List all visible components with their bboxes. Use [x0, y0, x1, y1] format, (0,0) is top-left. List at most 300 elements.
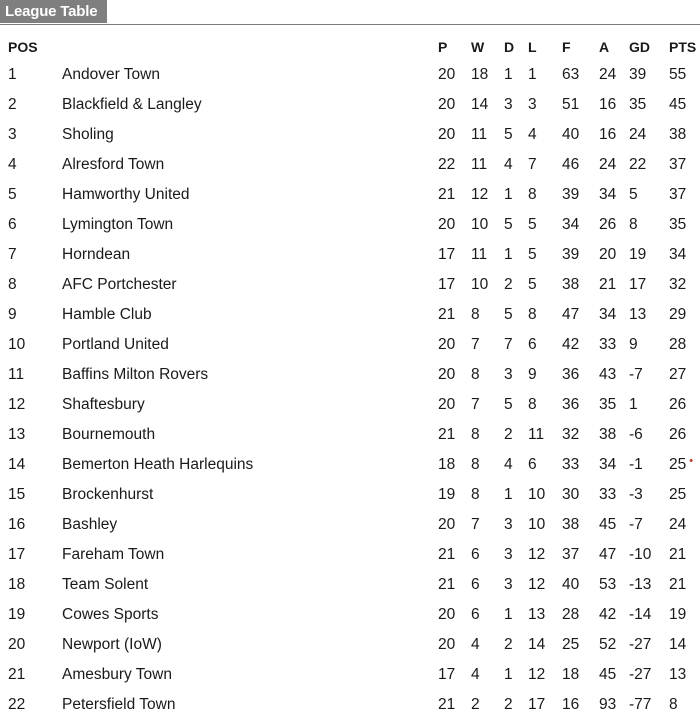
cell-pos-value: 9	[8, 306, 17, 323]
cell-drawn	[504, 570, 528, 600]
cell-for-value: 36	[562, 366, 580, 383]
cell-won	[471, 390, 504, 420]
table-row	[0, 510, 700, 540]
cell-lost-value: 3	[528, 96, 537, 113]
cell-won	[471, 510, 504, 540]
cell-played-value: 20	[438, 516, 456, 533]
cell-lost	[528, 120, 562, 150]
cell-played	[438, 660, 471, 690]
cell-pos	[0, 420, 62, 450]
cell-points	[669, 360, 700, 390]
table-row	[0, 360, 700, 390]
cell-for	[562, 180, 599, 210]
cell-team	[62, 300, 438, 330]
cell-pos	[0, 360, 62, 390]
cell-lost	[528, 270, 562, 300]
cell-played-value: 20	[438, 636, 456, 653]
cell-pos	[0, 300, 62, 330]
table-row	[0, 660, 700, 690]
cell-pos-value: 16	[8, 516, 26, 533]
cell-team	[62, 60, 438, 90]
cell-against	[599, 240, 629, 270]
cell-against-value: 26	[599, 216, 617, 233]
cell-goal-difference	[629, 630, 669, 660]
table-row	[0, 270, 700, 300]
cell-goal-difference	[629, 60, 669, 90]
cell-points-value: 21	[669, 576, 687, 593]
cell-for	[562, 600, 599, 630]
cell-against-value: 33	[599, 486, 617, 503]
cell-against	[599, 90, 629, 120]
cell-drawn	[504, 240, 528, 270]
cell-points-value: 35	[669, 216, 687, 233]
cell-against-value: 24	[599, 66, 617, 83]
table-row	[0, 240, 700, 270]
cell-won-value: 12	[471, 186, 489, 203]
cell-team	[62, 450, 438, 480]
cell-for-value: 63	[562, 66, 580, 83]
cell-pos	[0, 390, 62, 420]
cell-played-value: 20	[438, 126, 456, 143]
cell-team	[62, 600, 438, 630]
cell-team-value: Cowes Sports	[62, 606, 159, 623]
cell-against	[599, 150, 629, 180]
cell-points	[669, 450, 700, 480]
cell-team	[62, 510, 438, 540]
cell-goal-difference-value: 9	[629, 336, 638, 353]
cell-won	[471, 150, 504, 180]
cell-played-value: 21	[438, 546, 456, 563]
cell-drawn	[504, 510, 528, 540]
cell-pos	[0, 570, 62, 600]
cell-goal-difference-value: -10	[629, 546, 652, 563]
cell-lost-value: 13	[528, 606, 546, 623]
cell-goal-difference-value: 8	[629, 216, 638, 233]
cell-lost-value: 6	[528, 336, 537, 353]
cell-goal-difference-value: 13	[629, 306, 647, 323]
cell-team-value: Baffins Milton Rovers	[62, 366, 209, 383]
cell-played-value: 20	[438, 366, 456, 383]
cell-against-value: 20	[599, 246, 617, 263]
cell-against	[599, 420, 629, 450]
cell-points	[669, 300, 700, 330]
cell-played	[438, 90, 471, 120]
cell-drawn	[504, 180, 528, 210]
col-header-played: P	[438, 39, 448, 55]
cell-points	[669, 480, 700, 510]
cell-points	[669, 240, 700, 270]
cell-against-value: 34	[599, 456, 617, 473]
cell-lost-value: 10	[528, 516, 546, 533]
cell-for-value: 16	[562, 696, 580, 713]
cell-pos-value: 4	[8, 156, 17, 173]
cell-goal-difference-value: -6	[629, 426, 643, 443]
col-header-team	[62, 34, 438, 60]
cell-against-value: 21	[599, 276, 617, 293]
cell-pos	[0, 450, 62, 480]
cell-lost	[528, 150, 562, 180]
cell-drawn-value: 7	[504, 336, 513, 353]
cell-for	[562, 570, 599, 600]
cell-won	[471, 300, 504, 330]
cell-drawn	[504, 300, 528, 330]
cell-team-value: Bournemouth	[62, 426, 156, 443]
cell-against	[599, 390, 629, 420]
cell-pos	[0, 150, 62, 180]
cell-against	[599, 210, 629, 240]
cell-lost	[528, 420, 562, 450]
cell-team	[62, 360, 438, 390]
cell-played-value: 22	[438, 156, 456, 173]
col-header-against: A	[599, 39, 610, 55]
cell-goal-difference-value: 24	[629, 126, 647, 143]
cell-team	[62, 330, 438, 360]
cell-lost-value: 10	[528, 486, 546, 503]
cell-against-value: 45	[599, 516, 617, 533]
cell-points	[669, 150, 700, 180]
cell-points	[669, 540, 700, 570]
cell-against-value: 42	[599, 606, 617, 623]
cell-won-value: 6	[471, 546, 480, 563]
col-header-drawn: D	[504, 39, 515, 55]
cell-drawn	[504, 660, 528, 690]
cell-points-value: 8	[669, 696, 678, 713]
cell-team-value: Team Solent	[62, 576, 149, 593]
cell-team	[62, 390, 438, 420]
cell-for	[562, 300, 599, 330]
table-row	[0, 540, 700, 570]
cell-drawn-value: 1	[504, 186, 513, 203]
table-row	[0, 690, 700, 720]
cell-goal-difference-value: 22	[629, 156, 647, 173]
cell-team-value: Bashley	[62, 516, 118, 533]
cell-goal-difference-value: -7	[629, 366, 643, 383]
cell-for-value: 33	[562, 456, 580, 473]
cell-played	[438, 420, 471, 450]
table-row	[0, 480, 700, 510]
cell-against	[599, 630, 629, 660]
cell-for-value: 37	[562, 546, 580, 563]
cell-played-value: 21	[438, 696, 456, 713]
cell-drawn	[504, 120, 528, 150]
cell-for-value: 32	[562, 426, 580, 443]
cell-for	[562, 330, 599, 360]
cell-drawn	[504, 150, 528, 180]
cell-drawn-value: 2	[504, 636, 513, 653]
cell-played-value: 21	[438, 186, 456, 203]
cell-for	[562, 120, 599, 150]
col-header-lost: L	[528, 39, 537, 55]
cell-played-value: 19	[438, 486, 456, 503]
cell-pos-value: 6	[8, 216, 17, 233]
cell-played	[438, 600, 471, 630]
cell-team-value: Hamble Club	[62, 306, 152, 323]
cell-points	[669, 570, 700, 600]
cell-played	[438, 270, 471, 300]
cell-goal-difference-value: 19	[629, 246, 647, 263]
cell-goal-difference	[629, 120, 669, 150]
cell-pos-value: 5	[8, 186, 17, 203]
cell-pos	[0, 510, 62, 540]
cell-team-value: Shaftesbury	[62, 396, 145, 413]
cell-team-value: Sholing	[62, 126, 114, 143]
cell-drawn	[504, 450, 528, 480]
cell-for-value: 42	[562, 336, 580, 353]
cell-pos-value: 11	[8, 366, 25, 383]
col-header-pos: POS	[8, 39, 38, 55]
cell-goal-difference-value: -7	[629, 516, 643, 533]
cell-points-value: 14	[669, 636, 687, 653]
cell-goal-difference	[629, 570, 669, 600]
cell-pos	[0, 60, 62, 90]
cell-drawn-value: 1	[504, 246, 513, 263]
cell-pos-value: 10	[8, 336, 26, 353]
cell-points	[669, 60, 700, 90]
cell-goal-difference	[629, 450, 669, 480]
cell-played-value: 20	[438, 66, 456, 83]
cell-lost-value: 8	[528, 186, 537, 203]
col-header-points: PTS	[669, 39, 697, 55]
cell-team-value: Brockenhurst	[62, 486, 154, 503]
cell-lost	[528, 300, 562, 330]
cell-for-value: 18	[562, 666, 580, 683]
cell-lost-value: 4	[528, 126, 537, 143]
cell-points	[669, 90, 700, 120]
cell-team	[62, 480, 438, 510]
table-row	[0, 570, 700, 600]
cell-for	[562, 360, 599, 390]
cell-against-value: 35	[599, 396, 617, 413]
cell-lost	[528, 480, 562, 510]
cell-against-value: 53	[599, 576, 617, 593]
cell-team-value: Hamworthy United	[62, 186, 190, 203]
cell-pos-value: 22	[8, 696, 26, 713]
cell-team-value: Andover Town	[62, 66, 160, 83]
cell-for	[562, 60, 599, 90]
cell-points-value: 21	[669, 546, 687, 563]
cell-lost	[528, 570, 562, 600]
cell-lost	[528, 690, 562, 720]
cell-against	[599, 360, 629, 390]
cell-played-value: 20	[438, 396, 456, 413]
cell-against	[599, 300, 629, 330]
league-table-title: League Table	[0, 0, 107, 23]
cell-goal-difference-value: 1	[629, 396, 638, 413]
cell-lost	[528, 660, 562, 690]
cell-goal-difference-value: -13	[629, 576, 652, 593]
cell-team	[62, 120, 438, 150]
cell-lost-value: 5	[528, 246, 537, 263]
cell-points-value: 27	[669, 366, 687, 383]
cell-drawn	[504, 210, 528, 240]
cell-for-value: 25	[562, 636, 580, 653]
table-row	[0, 630, 700, 660]
league-table-header	[0, 0, 700, 25]
cell-won-value: 11	[471, 126, 488, 143]
cell-against-value: 52	[599, 636, 617, 653]
cell-played-value: 17	[438, 276, 456, 293]
cell-pos-value: 12	[8, 396, 26, 413]
cell-team	[62, 150, 438, 180]
cell-drawn-value: 1	[504, 486, 513, 503]
cell-won	[471, 600, 504, 630]
cell-for-value: 51	[562, 96, 580, 113]
cell-team-value: Portland United	[62, 336, 169, 353]
cell-for-value: 38	[562, 516, 580, 533]
cell-lost	[528, 360, 562, 390]
cell-drawn	[504, 540, 528, 570]
cell-points	[669, 630, 700, 660]
cell-played	[438, 480, 471, 510]
cell-won-value: 14	[471, 96, 489, 113]
cell-pos-value: 8	[8, 276, 17, 293]
cell-pos	[0, 90, 62, 120]
cell-drawn-value: 4	[504, 156, 513, 173]
cell-points	[669, 420, 700, 450]
table-row	[0, 120, 700, 150]
cell-won-value: 18	[471, 66, 489, 83]
cell-lost-value: 8	[528, 396, 537, 413]
cell-for	[562, 630, 599, 660]
cell-goal-difference	[629, 510, 669, 540]
cell-won-value: 8	[471, 426, 480, 443]
cell-for-value: 38	[562, 276, 580, 293]
cell-lost-value: 5	[528, 216, 537, 233]
cell-drawn-value: 2	[504, 426, 513, 443]
cell-lost	[528, 330, 562, 360]
cell-won-value: 7	[471, 336, 480, 353]
cell-drawn-value: 3	[504, 576, 513, 593]
cell-drawn	[504, 270, 528, 300]
table-header-row	[0, 34, 700, 60]
cell-points	[669, 690, 700, 720]
cell-for	[562, 660, 599, 690]
cell-won	[471, 330, 504, 360]
cell-against	[599, 510, 629, 540]
cell-won	[471, 360, 504, 390]
cell-won-value: 6	[471, 606, 480, 623]
cell-team-value: Petersfield Town	[62, 696, 176, 713]
cell-drawn	[504, 480, 528, 510]
cell-pos	[0, 540, 62, 570]
cell-won	[471, 450, 504, 480]
cell-against	[599, 330, 629, 360]
cell-played	[438, 60, 471, 90]
cell-against-value: 34	[599, 306, 617, 323]
col-header-for: F	[562, 39, 571, 55]
col-header-won: W	[471, 39, 485, 55]
cell-team-value: AFC Portchester	[62, 276, 177, 293]
cell-drawn	[504, 330, 528, 360]
cell-drawn-value: 3	[504, 96, 513, 113]
cell-team-value: Blackfield & Langley	[62, 96, 202, 113]
cell-pos	[0, 270, 62, 300]
cell-for-value: 30	[562, 486, 580, 503]
table-row	[0, 600, 700, 630]
cell-against-value: 47	[599, 546, 617, 563]
cell-won	[471, 480, 504, 510]
cell-against-value: 43	[599, 366, 617, 383]
cell-points-value: 26	[669, 396, 687, 413]
table-row	[0, 450, 700, 480]
cell-against	[599, 270, 629, 300]
cell-played	[438, 330, 471, 360]
cell-points-value: 25	[669, 456, 687, 473]
cell-won-value: 11	[471, 156, 488, 173]
cell-pos-value: 13	[8, 426, 26, 443]
cell-for	[562, 150, 599, 180]
cell-won-value: 4	[471, 636, 480, 653]
cell-drawn-value: 1	[504, 666, 513, 683]
cell-team-value: Newport (IoW)	[62, 636, 162, 653]
cell-pos	[0, 330, 62, 360]
cell-for	[562, 270, 599, 300]
cell-won	[471, 90, 504, 120]
cell-goal-difference	[629, 360, 669, 390]
cell-won	[471, 240, 504, 270]
cell-drawn	[504, 90, 528, 120]
league-table	[0, 34, 700, 720]
cell-won	[471, 690, 504, 720]
cell-won-value: 8	[471, 366, 480, 383]
cell-drawn-value: 3	[504, 546, 513, 563]
cell-points-value: 29	[669, 306, 687, 323]
cell-goal-difference-value: -1	[629, 456, 643, 473]
cell-against	[599, 690, 629, 720]
cell-won	[471, 120, 504, 150]
cell-team-value: Alresford Town	[62, 156, 165, 173]
cell-for-value: 28	[562, 606, 580, 623]
table-row	[0, 210, 700, 240]
cell-team	[62, 90, 438, 120]
cell-goal-difference	[629, 540, 669, 570]
cell-pos	[0, 120, 62, 150]
cell-for	[562, 420, 599, 450]
cell-lost-value: 17	[528, 696, 546, 713]
cell-won-value: 10	[471, 216, 489, 233]
cell-pos-value: 18	[8, 576, 26, 593]
cell-team-value: Horndean	[62, 246, 131, 263]
cell-team	[62, 690, 438, 720]
cell-won-value: 4	[471, 666, 480, 683]
table-body	[0, 60, 700, 720]
cell-against	[599, 180, 629, 210]
cell-for-value: 34	[562, 216, 580, 233]
cell-for	[562, 90, 599, 120]
cell-won	[471, 270, 504, 300]
cell-for-value: 40	[562, 126, 580, 143]
cell-drawn-value: 5	[504, 216, 513, 233]
col-header-goal-difference: GD	[629, 39, 650, 55]
cell-against	[599, 600, 629, 630]
cell-goal-difference	[629, 690, 669, 720]
cell-pos-value: 15	[8, 486, 26, 503]
cell-goal-difference	[629, 150, 669, 180]
cell-won-value: 6	[471, 576, 480, 593]
cell-goal-difference-value: -27	[629, 636, 652, 653]
cell-lost	[528, 450, 562, 480]
table-row	[0, 90, 700, 120]
cell-played	[438, 510, 471, 540]
cell-played	[438, 240, 471, 270]
cell-drawn-value: 3	[504, 366, 513, 383]
cell-lost-value: 12	[528, 546, 546, 563]
cell-played	[438, 150, 471, 180]
cell-for	[562, 480, 599, 510]
cell-played-value: 21	[438, 576, 456, 593]
cell-drawn-value: 5	[504, 306, 513, 323]
cell-drawn-value: 5	[504, 126, 513, 143]
